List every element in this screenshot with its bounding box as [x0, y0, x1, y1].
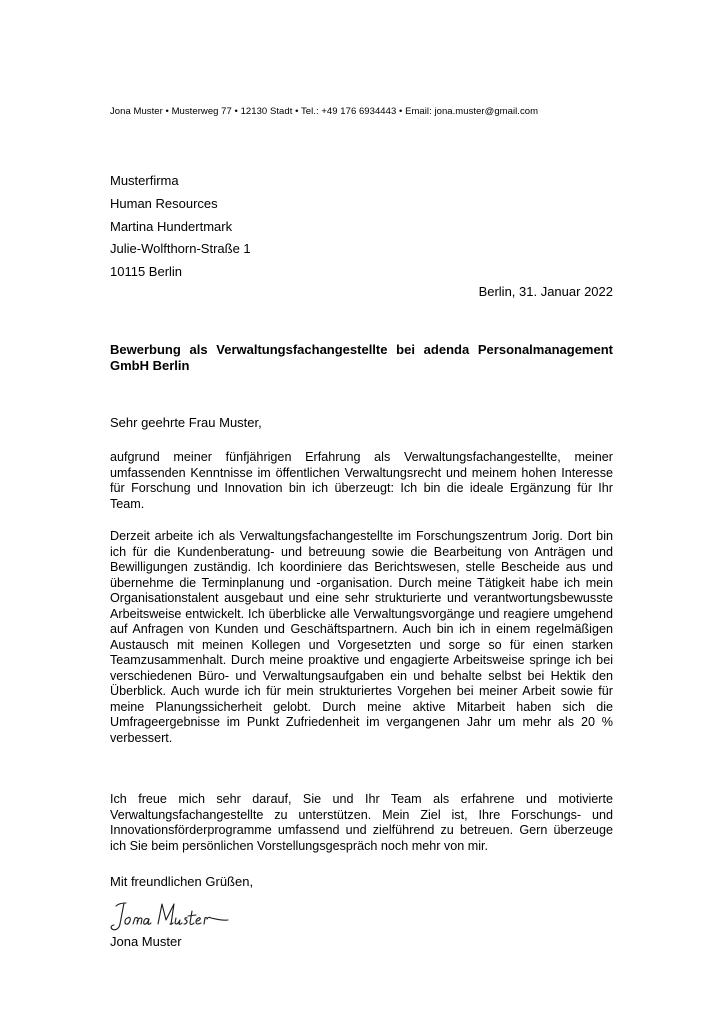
recipient-city: 10115 Berlin: [110, 264, 183, 280]
recipient-contact: Martina Hundertmark: [110, 218, 233, 234]
salutation: Sehr geehrte Frau Muster,: [110, 415, 262, 430]
sender-address-line: Jona Muster • Musterweg 77 • 12130 Stadt • Tel.: +49 176 6934443 • Email: jona.muster@gmail.com: [110, 106, 539, 117]
closing-phrase: Mit freundlichen Grüßen,: [110, 874, 254, 889]
letter-subject: Bewerbung als Verwaltungsfachangestellte bei adenda Personalmanagement GmbH Berlin: [110, 342, 613, 373]
body-paragraph-1: aufgrund meiner fünfjährigen Erfahrung als Verwaltungsfachangestellte, meiner umfassenden Kenntnisse im öffentlichen Verwaltungsrecht und meinem hohen Interesse für Forschung und Innovation bin ich überzeugt: Ich bin die ideale Ergänzung für Ihr Team.: [110, 450, 613, 511]
recipient-company: Musterfirma: [110, 173, 179, 188]
sender-name: Jona Muster: [110, 934, 182, 949]
letter-date: Berlin, 31. Januar 2022: [478, 284, 613, 299]
recipient-address: [110, 170, 251, 284]
recipient-street: Julie-Wolfthorn-Straße 1: [110, 241, 251, 257]
handwritten-signature: [104, 894, 244, 934]
recipient-department: Human Resources: [110, 195, 218, 211]
body-paragraph-3: Ich freue mich sehr darauf, Sie und Ihr Team als erfahrene und motivierte Verwaltungsfachangestellte zu unterstützen. Mein Ziel ist, Ihre Forschungs- und Innovationsförderprogramme umfassend und zielführend zu betreuen. Gern überzeuge ich Sie beim persönlichen Vorstellungsgespräch noch mehr von mir.: [110, 792, 613, 853]
body-paragraph-2: Derzeit arbeite ich als Verwaltungsfachangestellte im Forschungszentrum Jorig. Dort bin ich für die Kundenberatung- und betreuung sowie die Bearbeitung von Anträgen und Bewilligungen zuständig. Ich koordiniere das Berichtswesen, stelle Bescheide aus und übernehme die Terminplanung und -organisation. Durch meine Tätigkeit habe ich mein Organisationstalent ausgebaut und eine sehr strukturierte und verantwortungsbewusste Arbeitsweise entwickelt. Ich überblicke alle Verwaltungsvorgänge und reagiere umgehend auf Anfragen von Kunden und Geschäftspartnern. Auch bin ich in einem regelmäßigen Austausch mit meinen Kollegen und Vorgesetzten und sorge so für einen starken Teamzusammenhalt. Durch meine proaktive und engagierte Arbeitsweise springe ich bei verschiedenen Büro- und Verwaltungsaufgaben ein und behalte selbst bei Hektik den Überblick. Auch wurde ich für mein strukturiertes Vorgehen bei meiner Arbeit sowie für meine Planungssicherheit gelobt. Durch meine aktive Mitarbeit haben sich die Umfrageergebnisse im Punkt Zufriedenheit im vergangenen Jahr um mehr als 20 % verbessert.: [110, 529, 613, 745]
